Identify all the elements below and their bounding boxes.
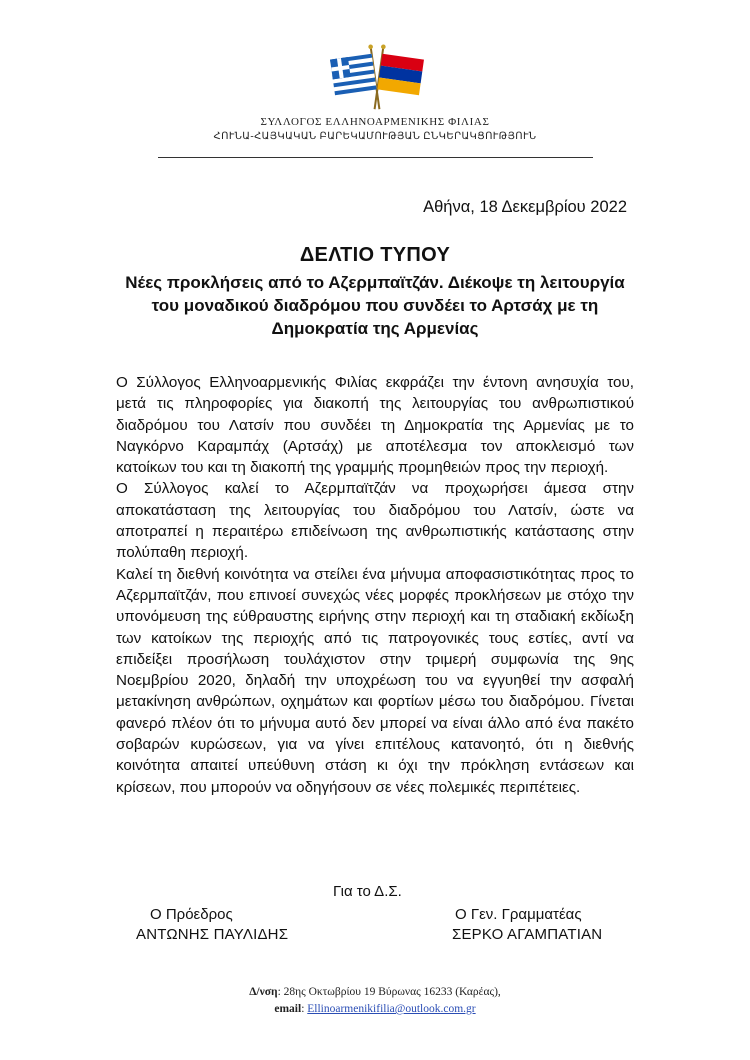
greece-flag-icon xyxy=(329,44,382,114)
president-name: ΑΝΤΩΝΗΣ ΠΑΥΛΙΔΗΣ xyxy=(136,926,289,943)
document-date: Αθήνα, 18 Δεκεμβρίου 2022 xyxy=(423,198,627,216)
document-body xyxy=(116,372,634,798)
armenia-flag-icon xyxy=(372,44,425,114)
organization-name-greek: ΣΥΛΛΟΓΟΣ ΕΛΛΗΝΟΑΡΜΕΝΙΚΗΣ ΦΙΛΙΑΣ xyxy=(260,116,490,128)
body-paragraph: Καλεί τη διεθνή κοινότητα να στείλει ένα μήνυμα αποφασιστικότητας προς το Αζερμπαϊτζάν, που επινοεί συνεχώς νέες μορφές προκλήσεων με στόχο την υπονόμευση της εύθραυστης ειρήνης στην περιοχή και τη σταδιακή εκδίωξη των κατοίκων της περιοχής από τις πατρογονικές τους εστίες, αντί να επιδείξει προσήλωση τουλάχιστον στην τριμερή συμφωνία της 9ης Νοεμβρίου 2020, δηλαδή την υποχρέωση του να εγγυηθεί την ασφαλή μετακίνηση ανθρώπων, οχημάτων και φορτίων μέσω του διαδρόμου. Γίνεται φανερό πλέον ότι το μήνυμα αυτό δεν μπορεί να είναι άλλο από ένα πακέτο σοβαρών κυρώσεων, για να γίνει επιτέλους κατανοητό, ότι η διεθνής κοινότητα απαιτεί υπεύθυνη στάση κι όχι την πρόκληση εντάσεων και κρίσεων, που μπορούν να οδηγήσουν σε νέες πολεμικές περιπέτειες. xyxy=(116,565,634,796)
email-label: email xyxy=(274,1003,302,1015)
footer-email-line xyxy=(0,1001,750,1018)
address-text: : 28ης Οκτωβρίου 19 Βύρωνας 16233 (Καρέας), xyxy=(277,986,501,998)
footer-contact xyxy=(0,984,750,1018)
address-label: Δ/νση xyxy=(249,986,278,998)
footer-address-line xyxy=(0,984,750,1001)
signature-on-behalf: Για το Δ.Σ. xyxy=(333,883,402,900)
secretary-name: ΣΕΡΚΟ ΑΓΑΜΠΑΤΙΑΝ xyxy=(452,926,603,943)
body-paragraph: Ο Σύλλογος καλεί το Αζερμπαϊτζάν να προχωρήσει άμεσα στην αποκατάσταση της λειτουργίας του διαδρόμου του Λατσίν, ώστε να αποτραπεί η περαιτέρω επιδείνωση της ανθρωπιστικής κατάστασης στην πολύπαθη περιοχή. xyxy=(116,480,634,562)
email-link[interactable]: Ellinoarmenikifilia@outlook.com.gr xyxy=(307,1003,476,1015)
secretary-role: Ο Γεν. Γραμματέας xyxy=(455,906,582,923)
letterhead-divider xyxy=(158,157,593,158)
president-role: Ο Πρόεδρος xyxy=(150,906,233,923)
crossed-flags-logo xyxy=(327,44,427,114)
document-title: ΔΕΛΤΙΟ ΤΥΠΟΥ xyxy=(299,244,451,266)
body-paragraph: Ο Σύλλογος Ελληνοαρμενικής Φιλίας εκφράζει την έντονη ανησυχία του, μετά τις πληροφορίες για διακοπή της λειτουργίας του ανθρωπιστικού διαδρόμου του Λατσίν που συνδέει τη Δημοκρατία της Αρμενίας με το Ναγκόρνο Καραμπάχ (Αρτσάχ) με αποτέλεσμα τον αποκλεισμό των κατοίκων του και τη διακοπή της γραμμής προμηθειών προς την περιοχή. xyxy=(116,374,634,477)
organization-name-armenian: ՀՈՒՆԱ-ՀԱՅԿԱԿԱՆ ԲԱՐԵԿԱՄՈՒԹՅԱՆ ԸՆԿԵՐԱԿՑՈՒԹՅՈՒՆ xyxy=(213,131,537,142)
email-separator: : xyxy=(301,1003,308,1015)
document-subtitle: Νέες προκλήσεις από το Αζερμπαϊτζάν. Διέκοψε τη λειτουργία του μοναδικού διαδρόμου που συνδέει το Αρτσάχ με τη Δημοκρατία της Αρμενίας xyxy=(125,273,625,338)
